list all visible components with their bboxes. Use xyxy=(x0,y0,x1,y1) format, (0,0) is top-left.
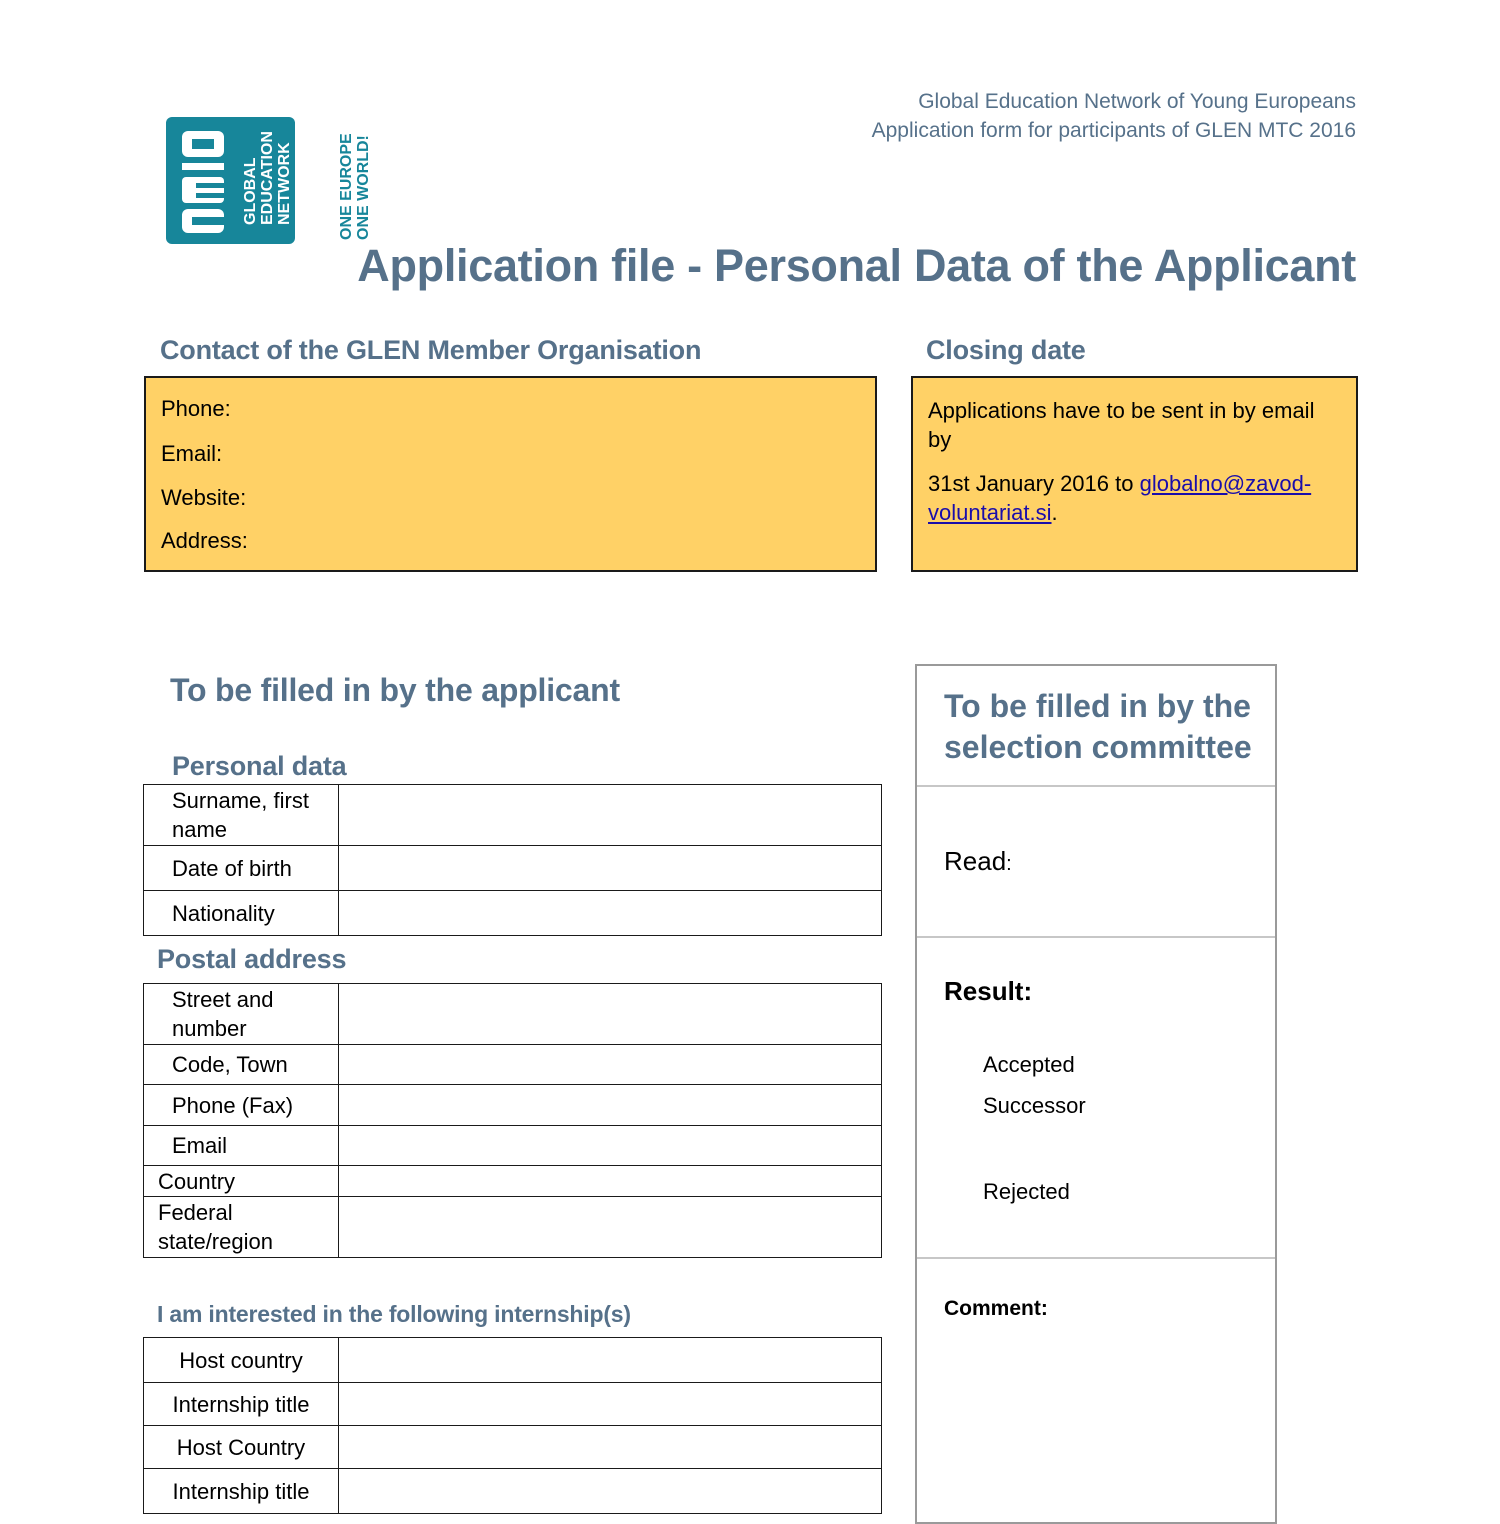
option-accepted[interactable]: Accepted xyxy=(983,1052,1075,1077)
row-label: Host country xyxy=(144,1338,339,1383)
row-label: Host Country xyxy=(144,1426,339,1469)
divider xyxy=(917,1257,1275,1259)
country-input-cell[interactable] xyxy=(339,1166,882,1197)
row-label: Email xyxy=(144,1126,339,1166)
page-title: Application file - Personal Data of the Applicant xyxy=(357,240,1356,291)
row-label: Internship title xyxy=(144,1469,339,1514)
result-label xyxy=(944,976,1032,1007)
row-label: Country xyxy=(144,1166,339,1197)
row-label: Code, Town xyxy=(144,1045,339,1085)
row-label: Internship title xyxy=(144,1383,339,1426)
row-label: Date of birth xyxy=(144,846,339,891)
closing-line-2 xyxy=(928,469,1336,527)
row-label: Nationality xyxy=(144,891,339,936)
federal-state-input-cell[interactable] xyxy=(339,1197,882,1258)
option-successor[interactable]: Successor xyxy=(983,1093,1086,1118)
table-row xyxy=(144,1045,882,1085)
read-label-text: Read xyxy=(944,846,1007,876)
internship-title-input-cell[interactable] xyxy=(339,1383,882,1426)
postal-address-heading: Postal address xyxy=(157,944,347,974)
personal-data-heading: Personal data xyxy=(172,751,347,781)
table-row xyxy=(144,1426,882,1469)
host-country-input-cell[interactable] xyxy=(339,1338,882,1383)
row-label: Federal state/region xyxy=(144,1197,339,1258)
closing-date-text: 31st January 2016 to xyxy=(928,471,1140,496)
closing-heading: Closing date xyxy=(926,335,1086,365)
postal-address-table xyxy=(143,983,882,1258)
code-town-input-cell[interactable] xyxy=(339,1045,882,1085)
selection-committee-panel xyxy=(915,664,1277,1524)
slogan-line: ONE EUROPE xyxy=(338,133,355,240)
row-label: Street and number xyxy=(144,984,339,1045)
org-name: Global Education Network of Young Europeans xyxy=(918,90,1356,113)
phone-input-cell[interactable] xyxy=(339,1085,882,1126)
option-rejected[interactable]: Rejected xyxy=(983,1179,1070,1204)
surname-input-cell[interactable] xyxy=(339,785,882,846)
table-row xyxy=(144,891,882,936)
table-row xyxy=(144,846,882,891)
row-label: Surname, first name xyxy=(144,785,339,846)
contact-email-label: Email: xyxy=(161,441,223,466)
table-row xyxy=(144,984,882,1045)
closing-period: . xyxy=(1051,500,1058,525)
street-input-cell[interactable] xyxy=(339,984,882,1045)
logo-text-line: NETWORK xyxy=(276,142,293,225)
host-country-2-input-cell[interactable] xyxy=(339,1426,882,1469)
contact-phone-label: Phone: xyxy=(161,396,231,421)
closing-email-link[interactable]: globalno@zavod-voluntariat.si xyxy=(928,471,1312,525)
contact-box xyxy=(144,376,877,572)
logo-slogan xyxy=(338,133,372,240)
contact-website-label: Website: xyxy=(161,485,247,510)
read-label xyxy=(944,846,1012,877)
committee-heading: To be filled in by the selection committee xyxy=(944,688,1252,765)
logo-text-line: GLOBAL xyxy=(242,157,259,225)
date-of-birth-input-cell[interactable] xyxy=(339,846,882,891)
read-colon: : xyxy=(1006,853,1012,875)
nationality-input-cell[interactable] xyxy=(339,891,882,936)
divider xyxy=(917,936,1275,938)
table-row xyxy=(144,1338,882,1383)
closing-line-1: Applications have to be sent in by email by xyxy=(928,398,1315,452)
contact-heading: Contact of the GLEN Member Organisation xyxy=(160,335,702,365)
internship-table xyxy=(143,1337,882,1514)
divider xyxy=(917,785,1275,787)
logo-text-line: EDUCATION xyxy=(259,131,276,225)
closing-box xyxy=(911,376,1358,572)
table-row xyxy=(144,785,882,846)
slogan-line: ONE WORLD! xyxy=(355,135,372,240)
table-row xyxy=(144,1383,882,1426)
contact-address-label: Address: xyxy=(161,528,248,553)
result-colon: : xyxy=(1023,976,1033,1006)
table-row xyxy=(144,1469,882,1514)
table-row xyxy=(144,1085,882,1126)
email-input-cell[interactable] xyxy=(339,1126,882,1166)
form-name: Application form for participants of GLEN MTC 2016 xyxy=(871,119,1356,142)
internship-title-2-input-cell[interactable] xyxy=(339,1469,882,1514)
comment-label: Comment: xyxy=(944,1297,1048,1320)
table-row xyxy=(144,1197,882,1258)
table-row xyxy=(144,1166,882,1197)
row-label: Phone (Fax) xyxy=(144,1085,339,1126)
table-row xyxy=(144,1126,882,1166)
internship-heading: I am interested in the following internship(s) xyxy=(157,1301,631,1327)
glen-logo xyxy=(166,117,295,244)
applicant-heading: To be filled in by the applicant xyxy=(170,672,620,708)
result-label-text: Result xyxy=(944,976,1024,1006)
personal-data-table xyxy=(143,784,882,936)
